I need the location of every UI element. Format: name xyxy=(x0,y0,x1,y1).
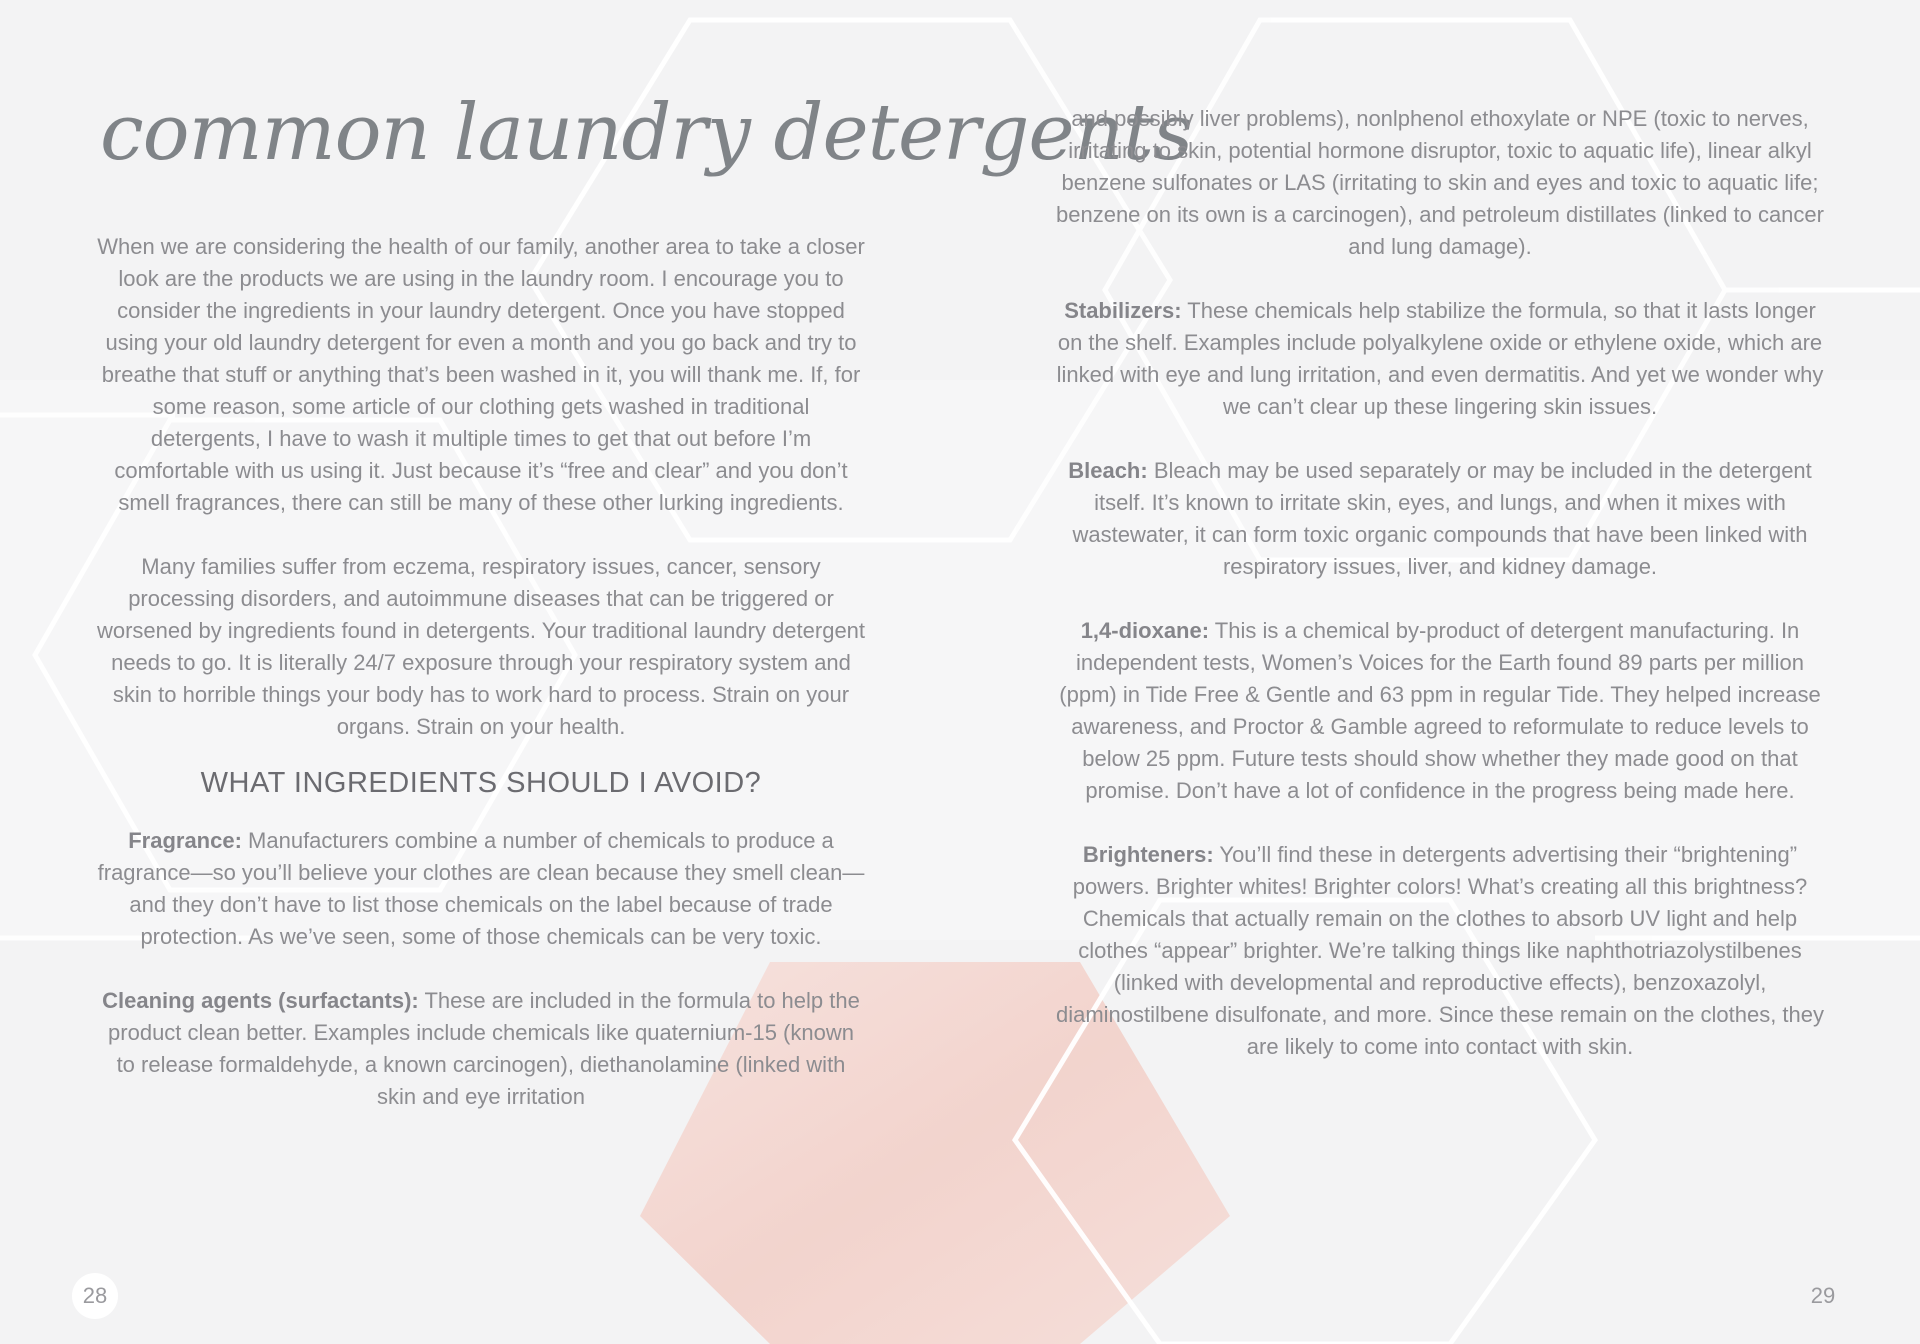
brighteners-paragraph xyxy=(1052,839,1828,1063)
fragrance-text: Manufacturers combine a number of chemicals to produce a fragrance—so you’ll believe your clothes are clean because they smell clean—and they don’t have to list those chemicals on the label because of trade protection. As we’ve seen, some of those chemicals can be very toxic. xyxy=(97,828,865,949)
bleach-label: Bleach: xyxy=(1068,458,1148,483)
stabilizers-text: These chemicals help stabilize the formula, so that it lasts longer on the shelf. Examples include polyalkylene oxide or ethylene oxide, which are linked with eye and lung irritation, and even dermatitis. And yet we wonder why we can’t clear up these lingering skin issues. xyxy=(1056,298,1824,419)
bleach-text: Bleach may be used separately or may be included in the detergent itself. It’s known to irritate skin, eyes, and lungs, and when it mixes with wastewater, it can form toxic organic compounds that have been linked with respiratory issues, liver, and kidney damage. xyxy=(1072,458,1812,579)
page-title: common laundry detergents xyxy=(100,88,1193,178)
cleaning-agents-label: Cleaning agents (surfactants): xyxy=(102,988,419,1013)
fragrance-paragraph xyxy=(96,825,866,953)
brighteners-text: You’ll find these in detergents advertising their “brightening” powers. Brighter whites! Brighter colors! What’s creating all this brightness? Chemicals that actually remain on the clothes to absorb UV light and help clothes “appear” brighter. We’re talking things like naphthotriazolystilbenes (linked with developmental and reproductive effects), benzoxazolyl, diaminostilbene disulfonate, and more. Since these remain on the clothes, they are likely to come into contact with skin. xyxy=(1055,842,1824,1059)
fragrance-label: Fragrance: xyxy=(128,828,242,853)
stabilizers-label: Stabilizers: xyxy=(1064,298,1182,323)
cleaning-agents-paragraph xyxy=(96,985,866,1113)
section-subheading: WHAT INGREDIENTS SHOULD I AVOID? xyxy=(200,767,762,799)
health-paragraph: Many families suffer from eczema, respiratory issues, cancer, sensory processing disorders, and autoimmune diseases that can be triggered or worsened by ingredients found in detergents. Your traditional laundry detergent needs to go. It is literally 24/7 exposure through your respiratory system and skin to horrible things your body has to work hard to process. Strain on your organs. Strain on your health. xyxy=(96,554,866,739)
stabilizers-paragraph xyxy=(1052,295,1828,423)
continuation-paragraph: and possibly liver problems), nonlphenol ethoxylate or NPE (toxic to nerves, irritating to skin, potential hormone disruptor, toxic to aquatic life), linear alkyl benzene sulfonates or LAS (irritating to skin and eyes and toxic to aquatic life; benzene on its own is a carcinogen), and petroleum distillates (linked to cancer and lung damage). xyxy=(1056,106,1824,259)
dioxane-text: This is a chemical by-product of detergent manufacturing. In independent tests, Women’s Voices for the Earth found 89 parts per million (ppm) in Tide Free & Gentle and 63 ppm in regular Tide. They helped increase awareness, and Proctor & Gamble agreed to reformulate to reduce levels to below 25 ppm. Future tests should show whether they made good on that promise. Don’t have a lot of confidence in the progress being made here. xyxy=(1059,618,1821,803)
intro-paragraph: When we are considering the health of our family, another area to take a closer look are the products we are using in the laundry room. I encourage you to consider the ingredients in your laundry detergent. Once you have stopped using your old laundry detergent for even a month and you go back and try to breathe that stuff or anything that’s been washed in it, you will thank me. If, for some reason, some article of our clothing gets washed in traditional detergents, I have to wash it multiple times to get that out before I’m comfortable with us using it. Just because it’s “free and clear” and you don’t smell fragrances, there can still be many of these other lurking ingredients. xyxy=(97,234,865,515)
left-column xyxy=(96,231,866,1113)
bleach-paragraph xyxy=(1052,455,1828,583)
page-number-right: 29 xyxy=(1810,1283,1836,1308)
right-column xyxy=(1052,103,1828,1063)
dioxane-label: 1,4-dioxane: xyxy=(1080,618,1210,643)
dioxane-paragraph xyxy=(1052,615,1828,807)
brighteners-label: Brighteners: xyxy=(1082,842,1214,867)
cleaning-agents-text: These are included in the formula to help the product clean better. Examples include chemicals like quaternium-15 (known to release formaldehyde, a known carcinogen), diethanolamine (linked with skin and eye irritation xyxy=(108,988,860,1109)
page-number-left: 28 xyxy=(72,1273,118,1319)
